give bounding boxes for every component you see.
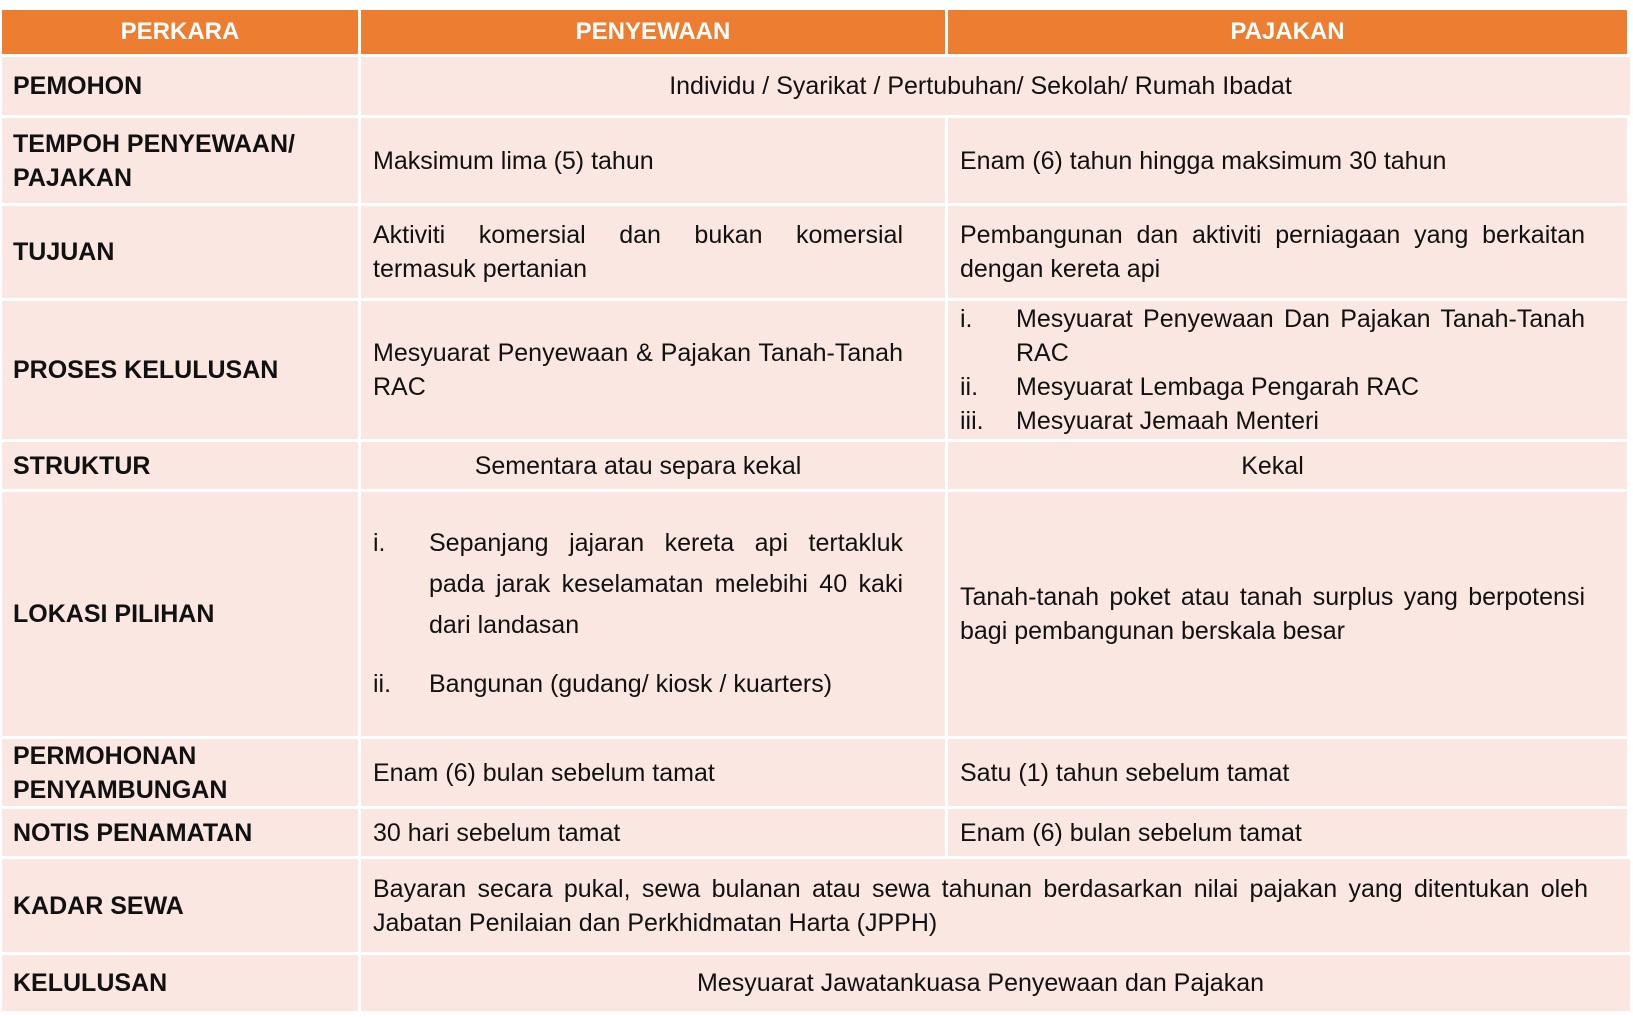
row-label-notis: NOTIS PENAMATAN xyxy=(2,809,361,856)
list-text: Mesyuarat Jemaah Menteri xyxy=(1016,407,1319,435)
tempoh-penyewaan: Maksimum lima (5) tahun xyxy=(361,118,948,203)
row-label-permohonan: PERMOHONAN PENYAMBUNGAN xyxy=(2,739,361,806)
row-label-kelulusan: KELULUSAN xyxy=(2,955,361,1011)
comparison-table xyxy=(2,10,1630,1011)
list-text: Bangunan (gudang/ kiosk / kuarters) xyxy=(429,670,833,698)
list-text: Sepanjang jajaran kereta api tertakluk pada jarak keselamatan melebihi 40 kaki dari landasan xyxy=(429,529,903,639)
tujuan-pajakan-cell xyxy=(948,206,1630,298)
struktur-pajakan: Kekal xyxy=(948,442,1630,489)
lokasi-penyewaan-cell xyxy=(361,492,948,736)
tujuan-penyewaan-cell xyxy=(361,206,948,298)
row-label-lokasi: LOKASI PILIHAN xyxy=(2,492,361,736)
proses-pajakan-cell xyxy=(948,301,1630,439)
list-number: iii. xyxy=(960,407,984,435)
list-item xyxy=(373,664,903,705)
list-number: i. xyxy=(373,529,386,557)
permohonan-penyewaan: Enam (6) bulan sebelum tamat xyxy=(361,739,948,806)
list-text: Mesyuarat Penyewaan Dan Pajakan Tanah-Tanah RAC xyxy=(1016,305,1585,367)
lokasi-penyewaan-list xyxy=(373,523,903,705)
row-label-struktur: STRUKTUR xyxy=(2,442,361,489)
struktur-penyewaan: Sementara atau separa kekal xyxy=(361,442,948,489)
list-item xyxy=(373,523,903,646)
proses-pajakan-list xyxy=(960,302,1585,438)
permohonan-pajakan: Satu (1) tahun sebelum tamat xyxy=(948,739,1630,806)
row-label-proses: PROSES KELULUSAN xyxy=(2,301,361,439)
list-item xyxy=(960,370,1585,404)
lokasi-pajakan-cell xyxy=(948,492,1630,736)
tempoh-pajakan: Enam (6) tahun hingga maksimum 30 tahun xyxy=(948,118,1630,203)
kadar-value: Bayaran secara pukal, sewa bulanan atau sewa tahunan berdasarkan nilai pajakan yang ditentukan oleh Jabatan Penilaian dan Perkhidmatan Harta (JPPH) xyxy=(373,874,1588,937)
kadar-value-cell xyxy=(361,859,1630,952)
notis-penyewaan: 30 hari sebelum tamat xyxy=(361,809,948,856)
list-text: Mesyuarat Lembaga Pengarah RAC xyxy=(1016,373,1420,401)
notis-pajakan: Enam (6) bulan sebelum tamat xyxy=(948,809,1630,856)
row-label-kadar: KADAR SEWA xyxy=(2,859,361,952)
list-number: i. xyxy=(960,305,973,333)
proses-penyewaan-cell xyxy=(361,301,948,439)
row-label-tempoh: TEMPOH PENYEWAAN/ PAJAKAN xyxy=(2,118,361,203)
header-perkara: PERKARA xyxy=(2,10,361,54)
list-item xyxy=(960,404,1585,438)
proses-penyewaan: Mesyuarat Penyewaan & Pajakan Tanah-Tanah RAC xyxy=(373,339,903,401)
list-number: ii. xyxy=(960,373,979,401)
pemohon-value: Individu / Syarikat / Pertubuhan/ Sekolah/ Rumah Ibadat xyxy=(361,57,1630,115)
header-pajakan: PAJAKAN xyxy=(948,10,1630,54)
list-number: ii. xyxy=(373,670,392,698)
list-item xyxy=(960,302,1585,370)
row-label-pemohon: PEMOHON xyxy=(2,57,361,115)
tujuan-penyewaan: Aktiviti komersial dan bukan komersial termasuk pertanian xyxy=(373,221,903,283)
header-penyewaan: PENYEWAAN xyxy=(361,10,948,54)
row-label-tujuan: TUJUAN xyxy=(2,206,361,298)
kelulusan-value: Mesyuarat Jawatankuasa Penyewaan dan Pajakan xyxy=(361,955,1630,1011)
tujuan-pajakan: Pembangunan dan aktiviti perniagaan yang berkaitan dengan kereta api xyxy=(960,221,1585,283)
lokasi-pajakan: Tanah-tanah poket atau tanah surplus yang berpotensi bagi pembangunan berskala besar xyxy=(960,583,1585,645)
